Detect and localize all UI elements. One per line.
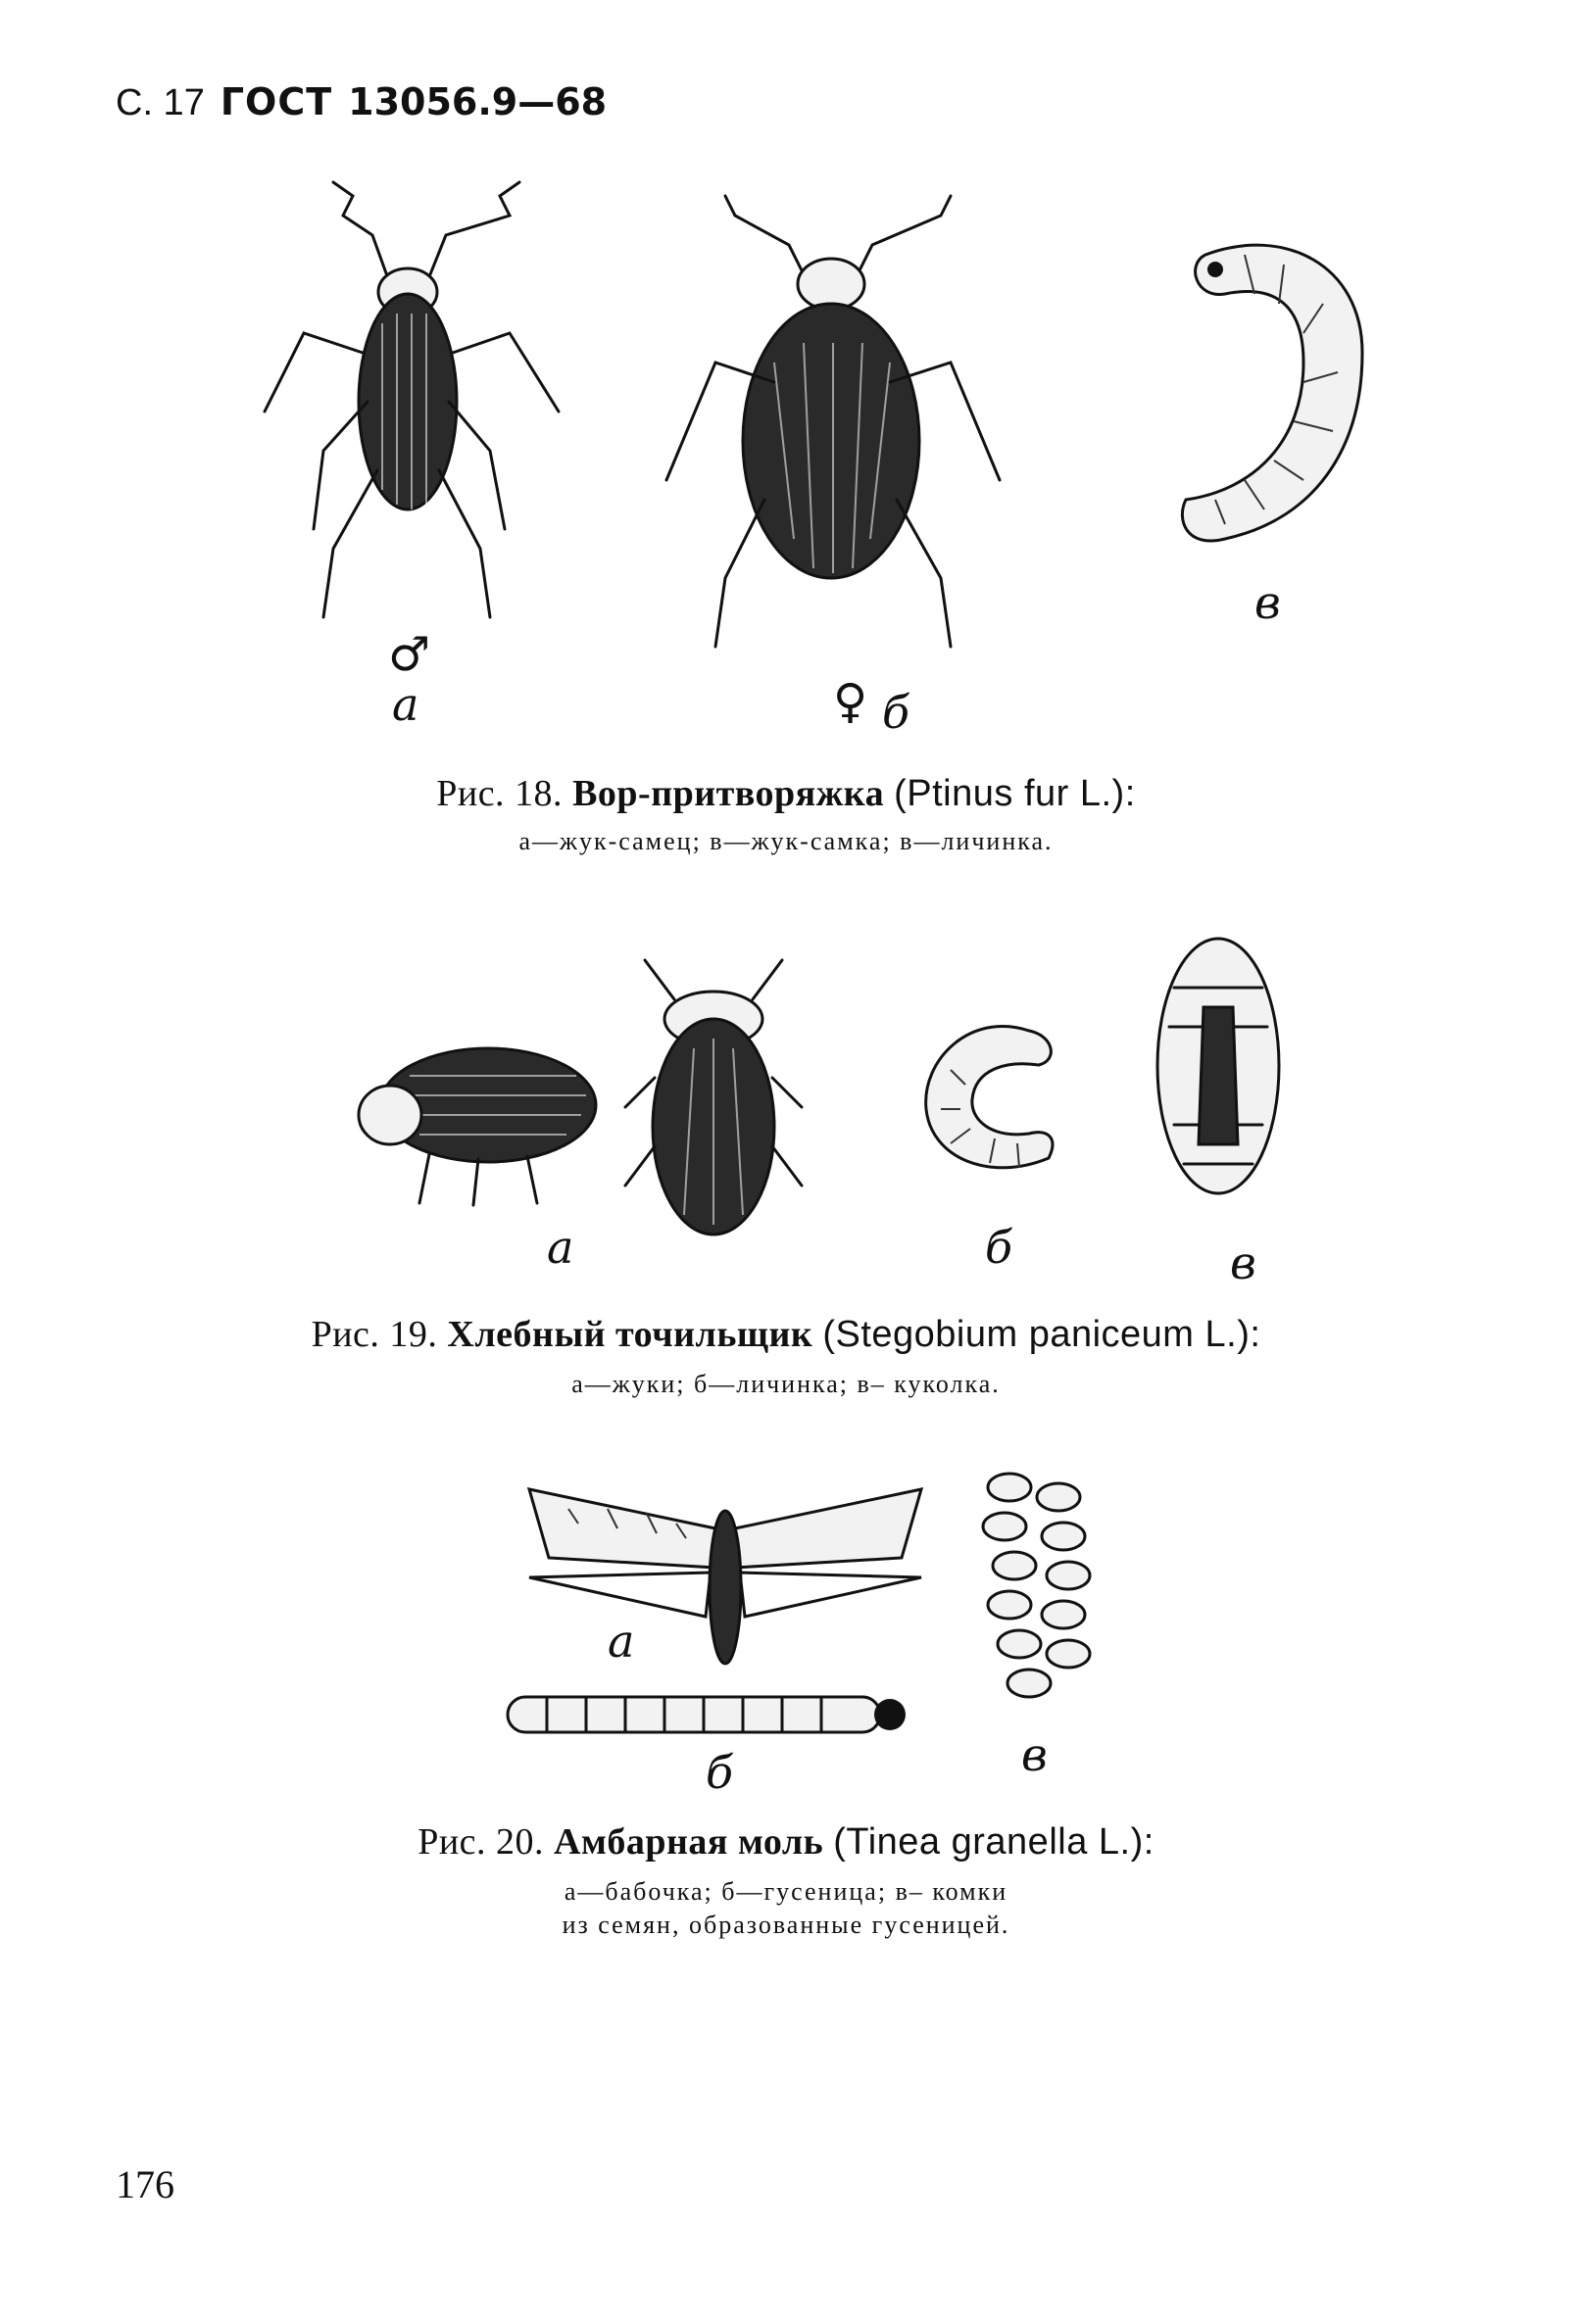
larva-illustration xyxy=(1166,225,1392,578)
moth-illustration xyxy=(510,1470,941,1666)
figure-19-latin: (Stegobium paniceum L.): xyxy=(822,1314,1261,1355)
figure-20-subcaption-line1: а—бабочка; б—гусеница; в– комки xyxy=(564,1877,1008,1906)
beetle-top-illustration xyxy=(615,950,811,1244)
figure-19-label-b: б xyxy=(985,1221,1013,1274)
male-beetle-illustration xyxy=(225,176,617,627)
page-header xyxy=(116,80,607,124)
figure-20-caption xyxy=(0,1820,1572,1864)
figure-18-name: Вор-притворяжка xyxy=(572,773,885,814)
figure-18-latin: (Ptinus fur L.): xyxy=(894,773,1136,814)
figure-19-name: Хлебный точильщик xyxy=(447,1314,813,1355)
figure-19-number: Рис. 19. xyxy=(311,1314,438,1355)
figure-19-subcaption: а—жуки; б—личинка; в– куколка. xyxy=(571,1370,1001,1398)
figure-18-subcaption: а—жук-самец; в—жук-самка; в—личинка. xyxy=(518,827,1054,855)
page-number: 176 xyxy=(116,2162,174,2206)
figure-18-number: Рис. 18. xyxy=(436,773,564,814)
female-beetle-illustration xyxy=(647,186,1019,656)
seed-clump-illustration xyxy=(970,1458,1107,1713)
male-symbol: ♂ xyxy=(388,627,431,682)
figure-18-label-b: б xyxy=(882,686,910,739)
pupa-illustration xyxy=(1145,929,1292,1203)
larva-curled-illustration xyxy=(911,1011,1088,1187)
figure-19-label-v: в xyxy=(1230,1236,1256,1289)
figure-18-label-v: в xyxy=(1254,576,1281,629)
standard-number: 13056.9—68 xyxy=(348,80,608,123)
figure-20-number: Рис. 20. xyxy=(418,1821,545,1863)
figure-20-label-a: а xyxy=(608,1615,635,1668)
figure-19-caption xyxy=(0,1313,1572,1356)
figure-20-name: Амбарная моль xyxy=(554,1821,824,1863)
female-symbol: ♀ xyxy=(833,674,868,729)
figure-19-label-a: а xyxy=(547,1221,574,1274)
standard-label: ГОСТ xyxy=(220,80,333,123)
figure-20-subcaption-line2: из семян, образованные гусеницей. xyxy=(562,1911,1010,1939)
figure-20-label-b: б xyxy=(706,1746,734,1799)
figure-20-label-v: в xyxy=(1021,1728,1048,1781)
beetle-side-illustration xyxy=(351,1037,606,1213)
page-reference: С. 17 xyxy=(116,82,205,123)
figure-18-caption xyxy=(0,772,1572,815)
figure-18-label-a: а xyxy=(392,678,419,731)
caterpillar-illustration xyxy=(498,1685,909,1744)
figure-20-latin: (Tinea granella L.): xyxy=(833,1821,1154,1863)
